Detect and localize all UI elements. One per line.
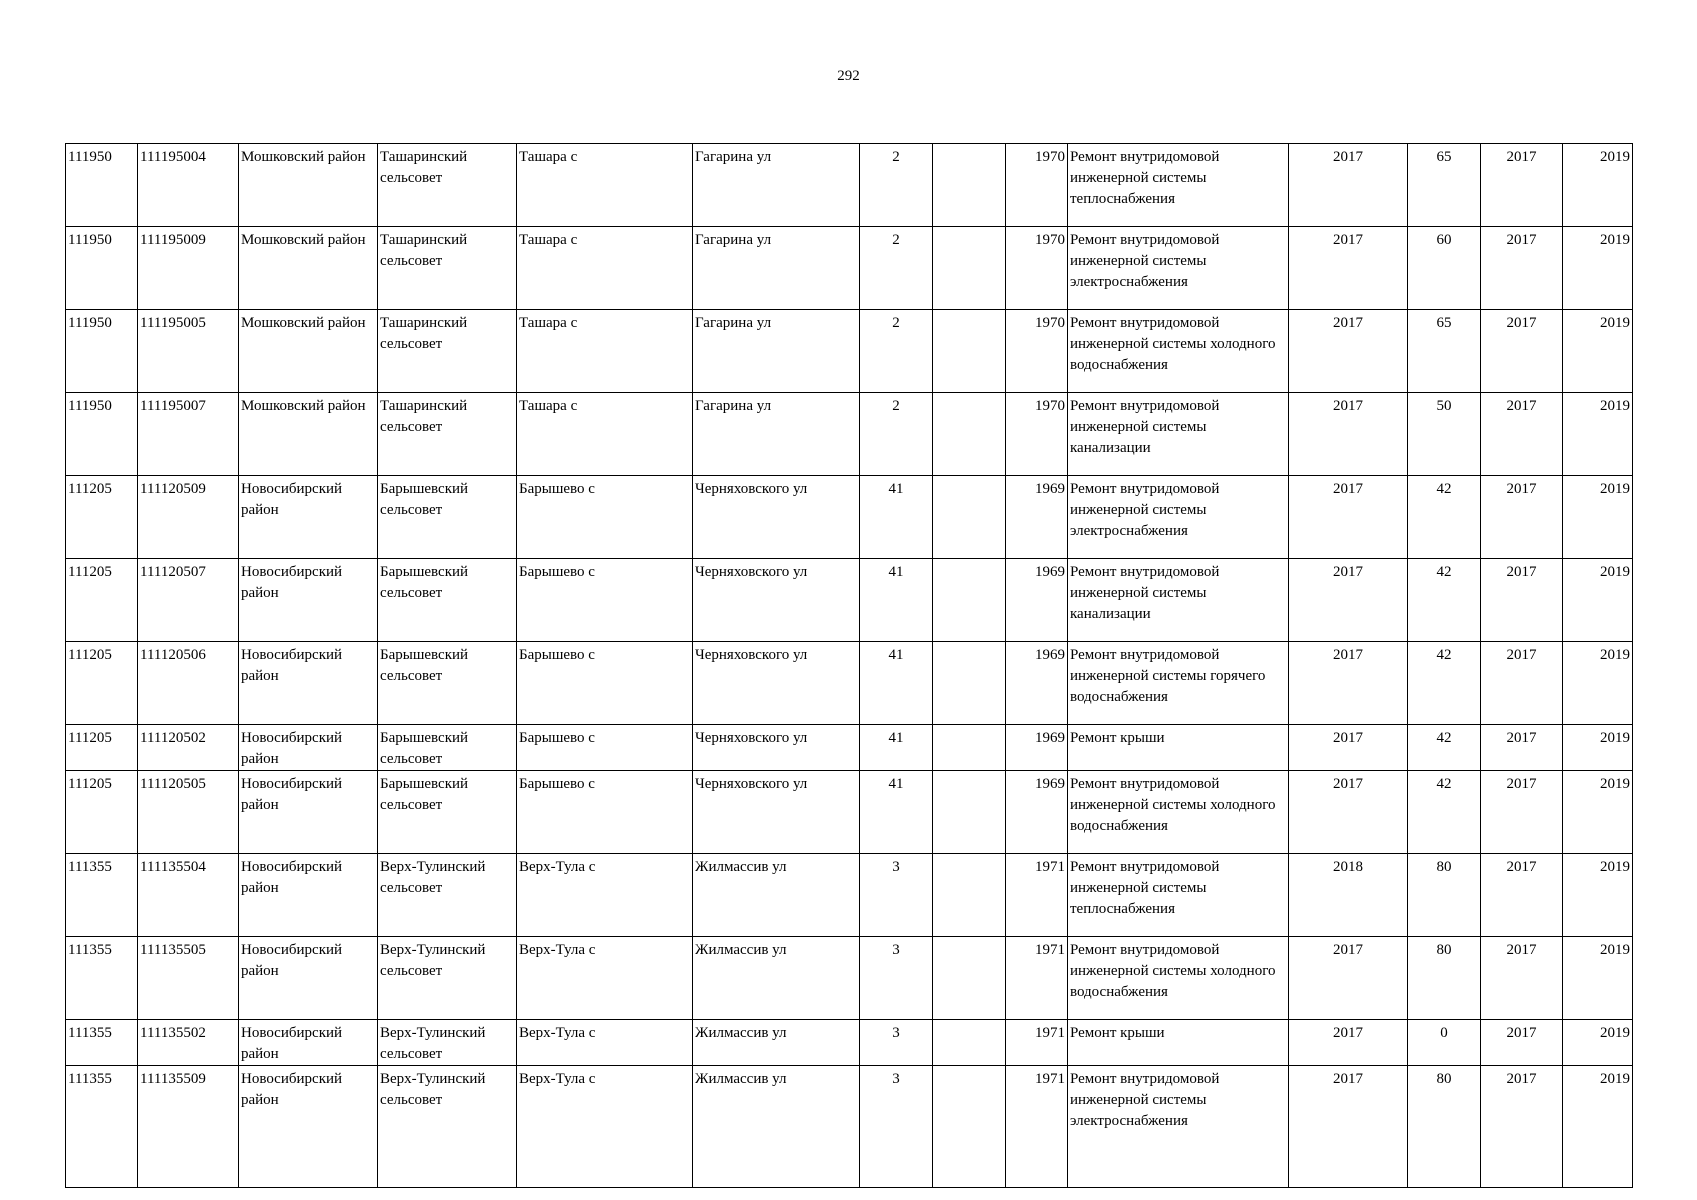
cell-plan-year: 2017 — [1289, 393, 1408, 476]
cell-plan-year: 2017 — [1289, 227, 1408, 310]
cell-settlement-council: Ташаринский сельсовет — [378, 393, 517, 476]
cell-building-number — [933, 227, 1006, 310]
cell-work-type: Ремонт внутридомовой инженерной системы холодного водоснабжения — [1068, 310, 1289, 393]
cell-street: Черняховского ул — [693, 476, 860, 559]
page-number: 292 — [837, 68, 860, 84]
cell-plan-year: 2017 — [1289, 1066, 1408, 1188]
cell-settlement-council: Верх-Тулинский сельсовет — [378, 854, 517, 937]
cell-locality: Барышево с — [517, 642, 693, 725]
table-row — [66, 1020, 1633, 1066]
cell-street: Жилмассив ул — [693, 854, 860, 937]
cell-end-year: 2019 — [1563, 476, 1633, 559]
cell-settlement-council: Ташаринский сельсовет — [378, 144, 517, 227]
cell-locality: Верх-Тула с — [517, 1020, 693, 1066]
table-row — [66, 1066, 1633, 1188]
cell-street: Жилмассив ул — [693, 1020, 860, 1066]
cell-work-type: Ремонт внутридомовой инженерной системы канализации — [1068, 559, 1289, 642]
cell-plan-year: 2017 — [1289, 559, 1408, 642]
cell-work-code: 111135509 — [138, 1066, 239, 1188]
cell-district: Новосибирский район — [239, 771, 378, 854]
cell-plan-year: 2017 — [1289, 1020, 1408, 1066]
cell-build-year: 1971 — [1006, 1066, 1068, 1188]
table-row — [66, 227, 1633, 310]
cell-start-year: 2017 — [1481, 393, 1563, 476]
cell-object-code: 111950 — [66, 393, 138, 476]
cell-build-year: 1971 — [1006, 854, 1068, 937]
cell-district: Новосибирский район — [239, 937, 378, 1020]
cell-plan-year: 2017 — [1289, 144, 1408, 227]
cell-start-year: 2017 — [1481, 310, 1563, 393]
cell-building-number — [933, 476, 1006, 559]
cell-wear-percent: 42 — [1408, 476, 1481, 559]
cell-locality: Ташара с — [517, 227, 693, 310]
cell-wear-percent: 0 — [1408, 1020, 1481, 1066]
cell-house-number: 3 — [860, 854, 933, 937]
cell-building-number — [933, 854, 1006, 937]
cell-street: Гагарина ул — [693, 144, 860, 227]
cell-locality: Верх-Тула с — [517, 1066, 693, 1188]
cell-wear-percent: 80 — [1408, 937, 1481, 1020]
cell-house-number: 41 — [860, 771, 933, 854]
cell-build-year: 1970 — [1006, 393, 1068, 476]
cell-district: Мошковский район — [239, 144, 378, 227]
cell-build-year: 1969 — [1006, 476, 1068, 559]
table-row — [66, 771, 1633, 854]
cell-end-year: 2019 — [1563, 310, 1633, 393]
cell-end-year: 2019 — [1563, 937, 1633, 1020]
cell-work-code: 111135504 — [138, 854, 239, 937]
cell-settlement-council: Барышевский сельсовет — [378, 771, 517, 854]
cell-building-number — [933, 1020, 1006, 1066]
cell-end-year: 2019 — [1563, 144, 1633, 227]
cell-locality: Барышево с — [517, 771, 693, 854]
cell-build-year: 1969 — [1006, 725, 1068, 771]
cell-settlement-council: Барышевский сельсовет — [378, 642, 517, 725]
cell-building-number — [933, 310, 1006, 393]
cell-district: Мошковский район — [239, 310, 378, 393]
cell-object-code: 111205 — [66, 559, 138, 642]
cell-object-code: 111950 — [66, 144, 138, 227]
cell-work-code: 111135505 — [138, 937, 239, 1020]
cell-build-year: 1969 — [1006, 642, 1068, 725]
cell-wear-percent: 65 — [1408, 144, 1481, 227]
cell-street: Гагарина ул — [693, 227, 860, 310]
cell-object-code: 111355 — [66, 1066, 138, 1188]
cell-work-type: Ремонт внутридомовой инженерной системы электроснабжения — [1068, 227, 1289, 310]
cell-house-number: 3 — [860, 1066, 933, 1188]
cell-start-year: 2017 — [1481, 227, 1563, 310]
table-body — [66, 144, 1633, 1188]
cell-object-code: 111205 — [66, 725, 138, 771]
cell-start-year: 2017 — [1481, 771, 1563, 854]
cell-house-number: 41 — [860, 642, 933, 725]
cell-house-number: 2 — [860, 310, 933, 393]
cell-district: Новосибирский район — [239, 476, 378, 559]
cell-street: Черняховского ул — [693, 771, 860, 854]
cell-street: Гагарина ул — [693, 310, 860, 393]
cell-district: Новосибирский район — [239, 642, 378, 725]
cell-work-type: Ремонт внутридомовой инженерной системы холодного водоснабжения — [1068, 771, 1289, 854]
cell-wear-percent: 60 — [1408, 227, 1481, 310]
table-row — [66, 144, 1633, 227]
cell-wear-percent: 42 — [1408, 642, 1481, 725]
table-row — [66, 559, 1633, 642]
cell-work-code: 111195007 — [138, 393, 239, 476]
cell-locality: Верх-Тула с — [517, 937, 693, 1020]
table-row — [66, 937, 1633, 1020]
cell-settlement-council: Верх-Тулинский сельсовет — [378, 1020, 517, 1066]
cell-work-code: 111135502 — [138, 1020, 239, 1066]
cell-work-code: 111120502 — [138, 725, 239, 771]
cell-end-year: 2019 — [1563, 854, 1633, 937]
cell-work-code: 111120507 — [138, 559, 239, 642]
cell-street: Гагарина ул — [693, 393, 860, 476]
cell-wear-percent: 80 — [1408, 1066, 1481, 1188]
cell-building-number — [933, 144, 1006, 227]
cell-street: Черняховского ул — [693, 642, 860, 725]
cell-wear-percent: 80 — [1408, 854, 1481, 937]
cell-start-year: 2017 — [1481, 937, 1563, 1020]
cell-work-type: Ремонт внутридомовой инженерной системы теплоснабжения — [1068, 854, 1289, 937]
cell-building-number — [933, 1066, 1006, 1188]
cell-settlement-council: Ташаринский сельсовет — [378, 310, 517, 393]
cell-plan-year: 2017 — [1289, 476, 1408, 559]
cell-wear-percent: 50 — [1408, 393, 1481, 476]
cell-build-year: 1969 — [1006, 771, 1068, 854]
cell-end-year: 2019 — [1563, 771, 1633, 854]
cell-building-number — [933, 393, 1006, 476]
cell-end-year: 2019 — [1563, 393, 1633, 476]
cell-work-type: Ремонт крыши — [1068, 1020, 1289, 1066]
cell-plan-year: 2017 — [1289, 310, 1408, 393]
table-row — [66, 725, 1633, 771]
cell-start-year: 2017 — [1481, 642, 1563, 725]
cell-house-number: 2 — [860, 393, 933, 476]
cell-settlement-council: Барышевский сельсовет — [378, 476, 517, 559]
cell-work-code: 111195005 — [138, 310, 239, 393]
cell-start-year: 2017 — [1481, 1020, 1563, 1066]
cell-plan-year: 2018 — [1289, 854, 1408, 937]
cell-start-year: 2017 — [1481, 725, 1563, 771]
cell-work-type: Ремонт внутридомовой инженерной системы горячего водоснабжения — [1068, 642, 1289, 725]
cell-building-number — [933, 725, 1006, 771]
cell-plan-year: 2017 — [1289, 725, 1408, 771]
cell-building-number — [933, 771, 1006, 854]
cell-locality: Барышево с — [517, 725, 693, 771]
cell-work-type: Ремонт внутридомовой инженерной системы электроснабжения — [1068, 1066, 1289, 1188]
cell-house-number: 41 — [860, 559, 933, 642]
cell-object-code: 111355 — [66, 1020, 138, 1066]
cell-build-year: 1970 — [1006, 227, 1068, 310]
cell-house-number: 41 — [860, 476, 933, 559]
cell-object-code: 111205 — [66, 771, 138, 854]
cell-work-code: 111120505 — [138, 771, 239, 854]
cell-work-type: Ремонт крыши — [1068, 725, 1289, 771]
cell-build-year: 1970 — [1006, 144, 1068, 227]
cell-wear-percent: 65 — [1408, 310, 1481, 393]
cell-end-year: 2019 — [1563, 642, 1633, 725]
table-row — [66, 476, 1633, 559]
cell-work-type: Ремонт внутридомовой инженерной системы электроснабжения — [1068, 476, 1289, 559]
table-row — [66, 310, 1633, 393]
cell-building-number — [933, 937, 1006, 1020]
cell-locality: Барышево с — [517, 559, 693, 642]
cell-start-year: 2017 — [1481, 1066, 1563, 1188]
cell-district: Новосибирский район — [239, 854, 378, 937]
cell-district: Новосибирский район — [239, 725, 378, 771]
cell-district: Новосибирский район — [239, 1020, 378, 1066]
cell-street: Черняховского ул — [693, 559, 860, 642]
cell-object-code: 111950 — [66, 227, 138, 310]
cell-start-year: 2017 — [1481, 854, 1563, 937]
cell-build-year: 1971 — [1006, 1020, 1068, 1066]
cell-settlement-council: Верх-Тулинский сельсовет — [378, 1066, 517, 1188]
table-row — [66, 642, 1633, 725]
cell-settlement-council: Барышевский сельсовет — [378, 559, 517, 642]
cell-plan-year: 2017 — [1289, 642, 1408, 725]
cell-wear-percent: 42 — [1408, 559, 1481, 642]
cell-object-code: 111355 — [66, 854, 138, 937]
cell-end-year: 2019 — [1563, 559, 1633, 642]
cell-locality: Верх-Тула с — [517, 854, 693, 937]
cell-object-code: 111950 — [66, 310, 138, 393]
cell-house-number: 2 — [860, 227, 933, 310]
cell-plan-year: 2017 — [1289, 771, 1408, 854]
cell-build-year: 1969 — [1006, 559, 1068, 642]
cell-object-code: 111205 — [66, 476, 138, 559]
cell-settlement-council: Верх-Тулинский сельсовет — [378, 937, 517, 1020]
cell-district: Новосибирский район — [239, 559, 378, 642]
cell-house-number: 2 — [860, 144, 933, 227]
cell-build-year: 1970 — [1006, 310, 1068, 393]
cell-settlement-council: Барышевский сельсовет — [378, 725, 517, 771]
cell-district: Мошковский район — [239, 393, 378, 476]
table-row — [66, 854, 1633, 937]
cell-locality: Ташара с — [517, 393, 693, 476]
cell-house-number: 3 — [860, 937, 933, 1020]
table-row — [66, 393, 1633, 476]
cell-street: Жилмассив ул — [693, 937, 860, 1020]
works-table — [65, 143, 1633, 1188]
cell-street: Жилмассив ул — [693, 1066, 860, 1188]
cell-work-type: Ремонт внутридомовой инженерной системы теплоснабжения — [1068, 144, 1289, 227]
cell-start-year: 2017 — [1481, 476, 1563, 559]
cell-work-code: 111195009 — [138, 227, 239, 310]
cell-end-year: 2019 — [1563, 1066, 1633, 1188]
cell-work-code: 111120506 — [138, 642, 239, 725]
cell-locality: Ташара с — [517, 144, 693, 227]
cell-district: Мошковский район — [239, 227, 378, 310]
cell-work-type: Ремонт внутридомовой инженерной системы холодного водоснабжения — [1068, 937, 1289, 1020]
cell-building-number — [933, 642, 1006, 725]
cell-house-number: 41 — [860, 725, 933, 771]
cell-settlement-council: Ташаринский сельсовет — [378, 227, 517, 310]
cell-object-code: 111205 — [66, 642, 138, 725]
cell-work-type: Ремонт внутридомовой инженерной системы канализации — [1068, 393, 1289, 476]
cell-work-code: 111195004 — [138, 144, 239, 227]
cell-build-year: 1971 — [1006, 937, 1068, 1020]
cell-end-year: 2019 — [1563, 725, 1633, 771]
cell-wear-percent: 42 — [1408, 771, 1481, 854]
cell-street: Черняховского ул — [693, 725, 860, 771]
cell-wear-percent: 42 — [1408, 725, 1481, 771]
cell-object-code: 111355 — [66, 937, 138, 1020]
cell-work-code: 111120509 — [138, 476, 239, 559]
cell-building-number — [933, 559, 1006, 642]
cell-start-year: 2017 — [1481, 559, 1563, 642]
cell-plan-year: 2017 — [1289, 937, 1408, 1020]
cell-locality: Ташара с — [517, 310, 693, 393]
cell-district: Новосибирский район — [239, 1066, 378, 1188]
cell-start-year: 2017 — [1481, 144, 1563, 227]
cell-house-number: 3 — [860, 1020, 933, 1066]
cell-end-year: 2019 — [1563, 227, 1633, 310]
cell-end-year: 2019 — [1563, 1020, 1633, 1066]
cell-locality: Барышево с — [517, 476, 693, 559]
